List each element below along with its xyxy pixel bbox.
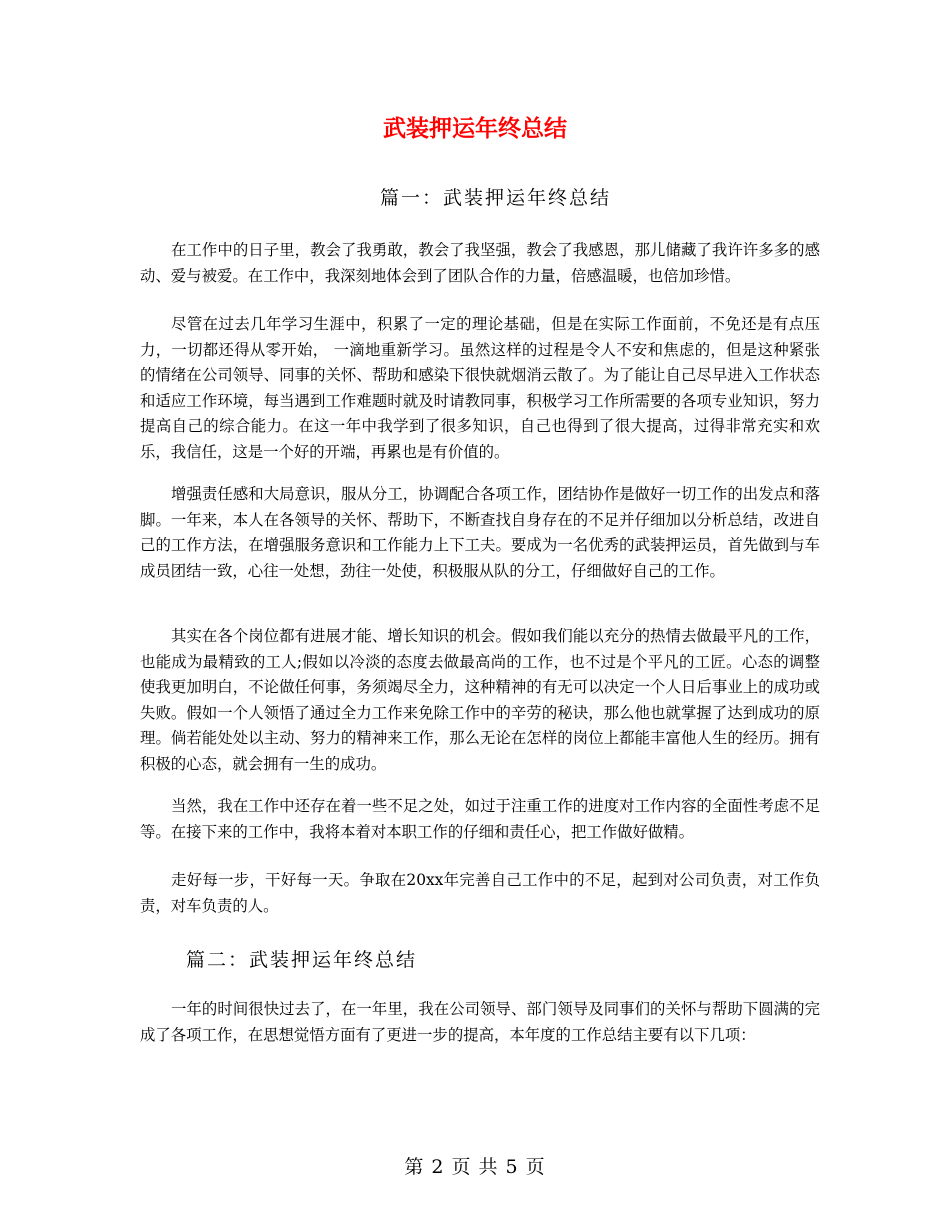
document-title: 武装押运年终总结 [383,116,567,142]
paragraph: 当然，我在工作中还存在着一些不足之处，如过于注重工作的进度对工作内容的全面性考虑不足等。在接下来的工作中，我将本着对本职工作的仔细和责任心，把工作做好做精。 [140,797,820,841]
paragraph: 走好每一步，干好每一天。争取在20xx年完善自己工作中的不足，起到对公司负责，对工作负责，对车负责的人。 [140,871,820,915]
paragraph: 其实在各个岗位都有进展才能、增长知识的机会。假如我们能以充分的热情去做最平凡的工作，也能成为最精致的工人;假如以冷淡的态度去做最高尚的工作，也不过是个平凡的工匠。心态的调整使我更加明白，不论做任何事，务须竭尽全力，这种精神的有无可以决定一个人日后事业上的成功或失败。假如一个人领悟了通过全力工作来免除工作中的辛劳的秘诀，那么他也就掌握了达到成功的原理。倘若能处处以主动、努力的精神来工作，那么无论在怎样的岗位上都能丰富他人生的经历。拥有积极的心态，就会拥有一生的成功。 [140,627,820,773]
paragraph: 增强责任感和大局意识，服从分工，协调配合各项工作，团结协作是做好一切工作的出发点和落脚。一年来，本人在各领导的关怀、帮助下，不断查找自身存在的不足并仔细加以分析总结，改进自己的工作方法，在增强服务意识和工作能力上下工夫。要成为一名优秀的武装押运员，首先做到与车成员团结一致，心往一处想，劲往一处使，积极服从队的分工，仔细做好自己的工作。 [140,485,820,580]
paragraph: 尽管在过去几年学习生涯中，积累了一定的理论基础，但是在实际工作面前，不免还是有点压力，一切都还得从零开始， 一滴地重新学习。虽然这样的过程是令人不安和焦虑的，但是这种紧张的情绪在公司领导、同事的关怀、帮助和感染下很快就烟消云散了。为了能让自己尽早进入工作状态和适应工作环境，每当遇到工作难题时就及时请教同事，积极学习工作所需要的各项专业知识，努力提高自己的综合能力。在这一年中我学到了很多知识，自己也得到了很大提高，过得非常充实和欢乐，我信任，这是一个好的开端，再累也是有价值的。 [140,315,820,461]
section-heading-1: 篇一：武装押运年终总结 [380,187,612,209]
paragraph: 一年的时间很快过去了，在一年里，我在公司领导、部门领导及同事们的关怀与帮助下圆满的完成了各项工作，在思想觉悟方面有了更进一步的提高，本年度的工作总结主要有以下几项： [140,1000,820,1044]
paragraph: 在工作中的日子里，教会了我勇敢，教会了我坚强，教会了我感恩，那儿储藏了我许许多多的感动、爱与被爱。在工作中，我深刻地体会到了团队合作的力量，倍感温暖，也倍加珍惜。 [140,241,820,285]
page-footer: 第 2 页 共 5 页 [404,1156,546,1178]
section-heading-2: 篇二：武装押运年终总结 [186,949,418,971]
